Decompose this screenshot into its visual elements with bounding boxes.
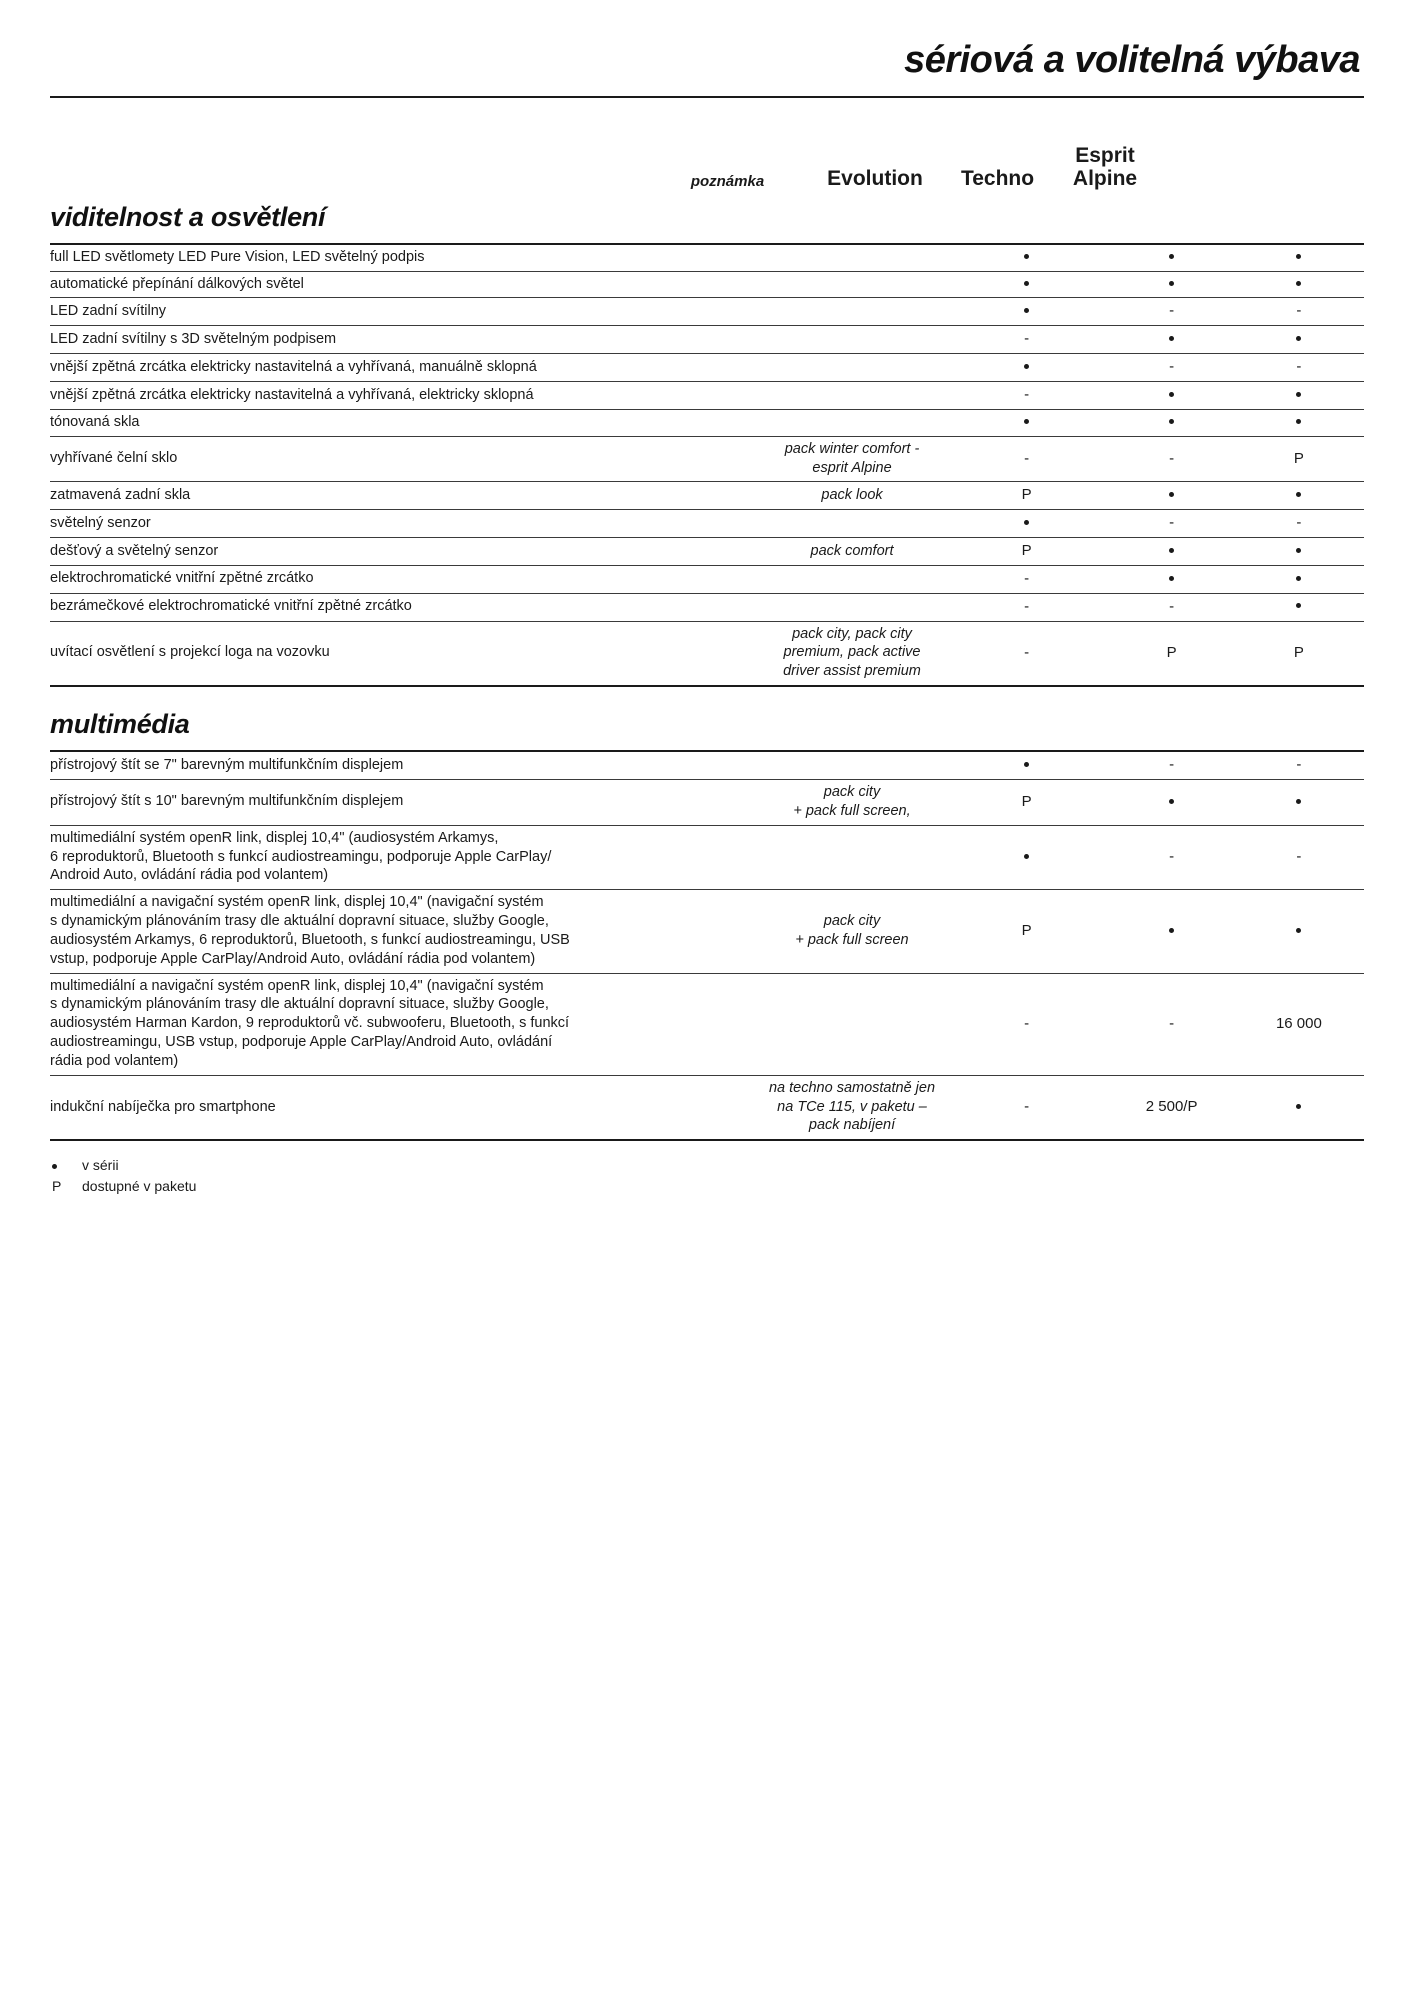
table-row <box>50 973 1364 1075</box>
feature-label: vnější zpětná zrcátka elektricky nastavitelná a vyhřívaná, elektricky sklopná <box>50 382 760 410</box>
value-cell-evolution <box>944 510 1110 538</box>
value-cell-evolution <box>944 751 1110 779</box>
value-cell-techno <box>1109 621 1233 686</box>
value-cell-evolution <box>944 593 1110 621</box>
feature-label: multimediální systém openR link, displej 10,4" (audiosystém Arkamys, 6 reproduktorů, Bluetooth s funkcí audiostreamingu, podporuje Apple CarPlay/ Android Auto, ovládání rádia pod volantem) <box>50 825 760 890</box>
table-row <box>50 1075 1364 1140</box>
section-title: multimédia <box>50 709 190 740</box>
feature-label: multimediální a navigační systém openR link, displej 10,4" (navigační systém s dynamickým plánováním trasy dle aktuální dopravní situace, služby Google, audiosystém Harman Kardon, 9 reproduktorů vč. subwooferu, Bluetooth, s funkcí audiostreamingu, USB vstup, podporuje Apple CarPlay/Android Auto, ovládání rádia pod volantem) <box>50 973 760 1075</box>
standard-dot-icon <box>1296 603 1301 608</box>
value-text: - <box>1024 643 1030 661</box>
value-text: - <box>1024 330 1030 348</box>
value-cell-techno <box>1109 973 1233 1075</box>
spec-section <box>50 202 1364 687</box>
standard-dot-icon <box>1024 419 1029 424</box>
feature-label: dešťový a světelný senzor <box>50 538 760 566</box>
standard-dot-icon <box>1024 364 1029 369</box>
value-cell-evolution <box>944 382 1110 410</box>
value-cell-esprit <box>1234 382 1364 410</box>
feature-label: vyhřívané čelní sklo <box>50 436 760 482</box>
standard-dot-icon <box>1169 576 1174 581</box>
standard-dot-icon <box>1296 419 1301 424</box>
value-text: - <box>1169 449 1175 467</box>
value-cell-esprit <box>1234 436 1364 482</box>
value-cell-techno <box>1109 271 1233 298</box>
value-cell-techno <box>1109 751 1233 779</box>
standard-dot-icon <box>1296 254 1301 259</box>
value-text: P <box>1293 449 1304 467</box>
note-cell <box>760 354 943 382</box>
table-row <box>50 409 1364 436</box>
note-cell: pack look <box>760 482 943 510</box>
standard-dot-icon <box>52 1164 57 1169</box>
table-row <box>50 244 1364 271</box>
value-cell-techno <box>1109 326 1233 354</box>
standard-dot-icon <box>1024 281 1029 286</box>
value-text: 16 000 <box>1275 1014 1322 1032</box>
note-cell <box>760 751 943 779</box>
note-cell <box>760 593 943 621</box>
legend-symbol <box>50 1157 82 1173</box>
note-cell <box>760 326 943 354</box>
value-cell-evolution <box>944 779 1110 825</box>
standard-dot-icon <box>1169 928 1174 933</box>
feature-label: LED zadní svítilny s 3D světelným podpisem <box>50 326 760 354</box>
column-header-note: poznámka <box>690 172 765 190</box>
value-cell-evolution <box>944 244 1110 271</box>
value-text: - <box>1169 1014 1175 1032</box>
table-row <box>50 482 1364 510</box>
value-cell-techno <box>1109 593 1233 621</box>
title-divider <box>50 96 1364 98</box>
table-row <box>50 298 1364 326</box>
table-row <box>50 565 1364 593</box>
spec-table <box>50 750 1364 1141</box>
note-cell <box>760 271 943 298</box>
standard-dot-icon <box>1296 281 1301 286</box>
value-cell-esprit <box>1234 538 1364 566</box>
value-cell-esprit <box>1234 510 1364 538</box>
value-cell-esprit <box>1234 409 1364 436</box>
value-text: - <box>1024 449 1030 467</box>
standard-dot-icon <box>1024 762 1029 767</box>
value-cell-techno <box>1109 510 1233 538</box>
value-text: 2 500/P <box>1145 1098 1198 1116</box>
value-cell-techno <box>1109 890 1233 973</box>
feature-label: vnější zpětná zrcátka elektricky nastavitelná a vyhřívaná, manuálně sklopná <box>50 354 760 382</box>
value-text: - <box>1169 302 1175 320</box>
feature-label: tónovaná skla <box>50 409 760 436</box>
legend <box>50 1157 1364 1194</box>
value-cell-esprit <box>1234 621 1364 686</box>
standard-dot-icon <box>1169 336 1174 341</box>
table-row <box>50 326 1364 354</box>
value-text: - <box>1169 756 1175 774</box>
feature-label: automatické přepínání dálkových světel <box>50 271 760 298</box>
document-header <box>50 40 1364 82</box>
legend-item <box>50 1178 1364 1194</box>
standard-dot-icon <box>1296 392 1301 397</box>
column-header-evolution: Evolution <box>827 167 923 191</box>
note-cell: pack city + pack full screen <box>760 890 943 973</box>
value-cell-evolution <box>944 825 1110 890</box>
value-text: P <box>1021 792 1032 810</box>
feature-label: LED zadní svítilny <box>50 298 760 326</box>
value-cell-esprit <box>1234 890 1364 973</box>
value-cell-esprit <box>1234 354 1364 382</box>
table-row <box>50 825 1364 890</box>
value-text: P <box>1166 643 1177 661</box>
value-cell-techno <box>1109 538 1233 566</box>
note-cell <box>760 382 943 410</box>
spec-table <box>50 243 1364 687</box>
value-text: - <box>1169 848 1175 866</box>
feature-label: multimediální a navigační systém openR link, displej 10,4" (navigační systém s dynamickým plánováním trasy dle aktuální dopravní situace, služby Google, audiosystém Arkamys, 6 reproduktorů, Bluetooth, s funkcí audiostreamingu, USB vstup, podporuje Apple CarPlay/Android Auto, ovládání rádia pod volantem) <box>50 890 760 973</box>
legend-label: dostupné v paketu <box>82 1178 197 1195</box>
legend-symbol: P <box>52 1178 62 1195</box>
value-cell-evolution <box>944 482 1110 510</box>
value-cell-esprit <box>1234 271 1364 298</box>
column-header-esprit-line1: Esprit <box>1075 143 1135 167</box>
value-cell-techno <box>1109 1075 1233 1140</box>
value-cell-evolution <box>944 1075 1110 1140</box>
value-text: - <box>1169 514 1175 532</box>
spec-section <box>50 709 1364 1141</box>
note-cell: na techno samostatně jen na TCe 115, v paketu – pack nabíjení <box>760 1075 943 1140</box>
value-cell-evolution <box>944 354 1110 382</box>
value-cell-esprit <box>1234 593 1364 621</box>
value-cell-esprit <box>1234 565 1364 593</box>
standard-dot-icon <box>1169 392 1174 397</box>
note-cell <box>760 510 943 538</box>
table-row <box>50 436 1364 482</box>
standard-dot-icon <box>1296 492 1301 497</box>
feature-label: full LED světlomety LED Pure Vision, LED světelný podpis <box>50 244 760 271</box>
value-cell-techno <box>1109 382 1233 410</box>
table-row <box>50 751 1364 779</box>
standard-dot-icon <box>1024 520 1029 525</box>
value-cell-techno <box>1109 244 1233 271</box>
note-cell <box>760 244 943 271</box>
standard-dot-icon <box>1296 799 1301 804</box>
spec-sections <box>50 202 1364 1142</box>
value-cell-evolution <box>944 621 1110 686</box>
value-cell-esprit <box>1234 326 1364 354</box>
value-text: - <box>1024 1098 1030 1116</box>
standard-dot-icon <box>1296 336 1301 341</box>
value-cell-techno <box>1109 409 1233 436</box>
table-row <box>50 890 1364 973</box>
value-cell-techno <box>1109 825 1233 890</box>
value-cell-techno <box>1109 354 1233 382</box>
value-cell-esprit <box>1234 244 1364 271</box>
value-cell-esprit <box>1234 482 1364 510</box>
standard-dot-icon <box>1296 1104 1301 1109</box>
table-row <box>50 779 1364 825</box>
note-cell <box>760 409 943 436</box>
feature-label: indukční nabíječka pro smartphone <box>50 1075 760 1140</box>
feature-label: přístrojový štít se 7" barevným multifunkčním displejem <box>50 751 760 779</box>
note-cell: pack city, pack city premium, pack active driver assist premium <box>760 621 943 686</box>
legend-item <box>50 1157 1364 1173</box>
value-cell-evolution <box>944 890 1110 973</box>
feature-label: zatmavená zadní skla <box>50 482 760 510</box>
standard-dot-icon <box>1024 254 1029 259</box>
value-cell-evolution <box>944 565 1110 593</box>
standard-dot-icon <box>1024 854 1029 859</box>
value-cell-esprit <box>1234 751 1364 779</box>
value-cell-esprit <box>1234 779 1364 825</box>
feature-label: bezrámečkové elektrochromatické vnitřní zpětné zrcátko <box>50 593 760 621</box>
value-cell-evolution <box>944 298 1110 326</box>
legend-label: v sérii <box>82 1157 119 1174</box>
note-cell: pack comfort <box>760 538 943 566</box>
table-row <box>50 538 1364 566</box>
value-cell-evolution <box>944 271 1110 298</box>
note-cell <box>760 973 943 1075</box>
value-text: - <box>1169 358 1175 376</box>
standard-dot-icon <box>1024 308 1029 313</box>
value-cell-techno <box>1109 779 1233 825</box>
standard-dot-icon <box>1169 492 1174 497</box>
column-header-esprit-line2: Alpine <box>1072 167 1138 191</box>
value-text: - <box>1296 358 1302 376</box>
standard-dot-icon <box>1169 254 1174 259</box>
standard-dot-icon <box>1169 281 1174 286</box>
table-row <box>50 382 1364 410</box>
section-title: viditelnost a osvětlení <box>50 201 326 232</box>
value-cell-evolution <box>944 326 1110 354</box>
value-cell-evolution <box>944 538 1110 566</box>
value-cell-esprit <box>1234 973 1364 1075</box>
feature-label: elektrochromatické vnitřní zpětné zrcátko <box>50 565 760 593</box>
feature-label: přístrojový štít s 10" barevným multifunkčním displejem <box>50 779 760 825</box>
note-cell <box>760 565 943 593</box>
value-text: - <box>1296 514 1302 532</box>
value-cell-evolution <box>944 409 1110 436</box>
standard-dot-icon <box>1296 928 1301 933</box>
value-text: - <box>1296 302 1302 320</box>
value-text: P <box>1021 921 1032 939</box>
table-row <box>50 354 1364 382</box>
value-text: - <box>1296 756 1302 774</box>
value-text: - <box>1024 1014 1030 1032</box>
feature-label: světelný senzor <box>50 510 760 538</box>
standard-dot-icon <box>1296 576 1301 581</box>
table-row <box>50 621 1364 686</box>
table-row <box>50 593 1364 621</box>
value-text: P <box>1293 643 1304 661</box>
value-text: - <box>1024 386 1030 404</box>
value-text: - <box>1169 597 1175 615</box>
value-text: P <box>1021 542 1032 560</box>
value-text: P <box>1021 486 1032 504</box>
value-text: - <box>1024 569 1030 587</box>
note-cell: pack city + pack full screen, <box>760 779 943 825</box>
value-cell-esprit <box>1234 1075 1364 1140</box>
standard-dot-icon <box>1169 548 1174 553</box>
value-cell-techno <box>1109 565 1233 593</box>
note-cell: pack winter comfort - esprit Alpine <box>760 436 943 482</box>
column-header-techno: Techno <box>960 167 1035 191</box>
note-cell <box>760 298 943 326</box>
column-header-row <box>50 124 1364 192</box>
value-text: - <box>1024 597 1030 615</box>
standard-dot-icon <box>1296 548 1301 553</box>
page-title: sériová a volitelná výbava <box>904 39 1360 81</box>
value-cell-techno <box>1109 298 1233 326</box>
value-cell-techno <box>1109 482 1233 510</box>
value-cell-esprit <box>1234 825 1364 890</box>
value-cell-techno <box>1109 436 1233 482</box>
standard-dot-icon <box>1169 799 1174 804</box>
note-cell <box>760 825 943 890</box>
column-header-esprit-alpine <box>1050 144 1160 192</box>
value-text: - <box>1296 848 1302 866</box>
table-row <box>50 271 1364 298</box>
feature-label: uvítací osvětlení s projekcí loga na vozovku <box>50 621 760 686</box>
value-cell-evolution <box>944 973 1110 1075</box>
standard-dot-icon <box>1169 419 1174 424</box>
value-cell-evolution <box>944 436 1110 482</box>
table-row <box>50 510 1364 538</box>
value-cell-esprit <box>1234 298 1364 326</box>
